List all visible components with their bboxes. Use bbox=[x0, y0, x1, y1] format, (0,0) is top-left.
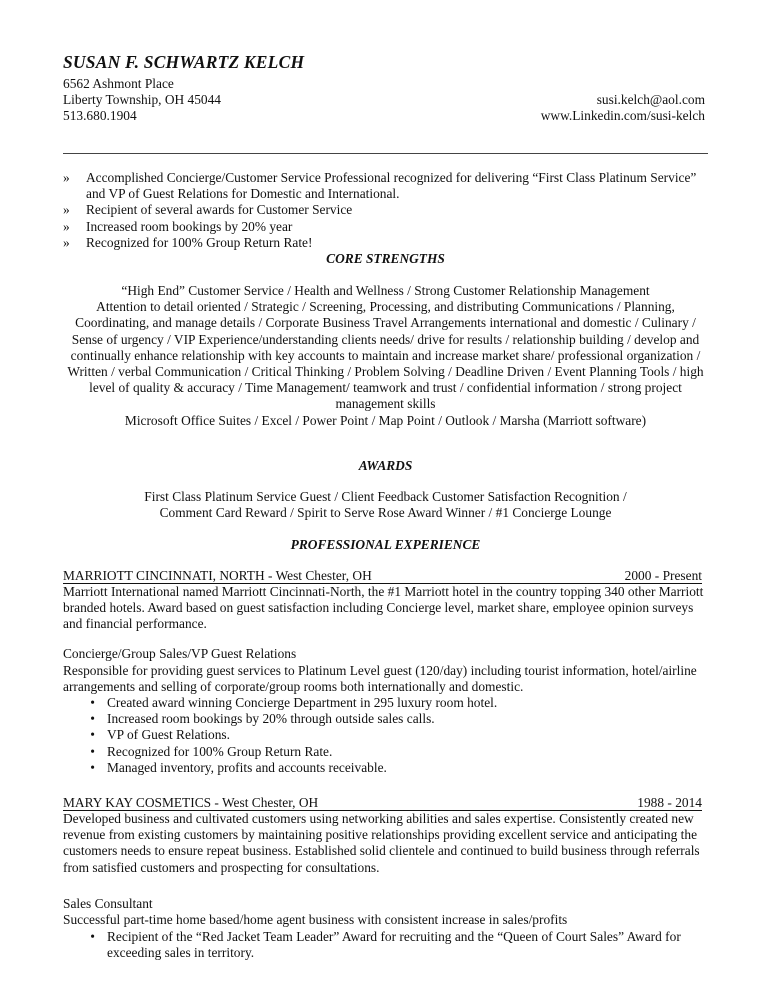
job-description: Developed business and cultivated customers using networking abilities and sales expertise. Consistently created new revenue from existing customers by maintaining positive relationships providing excellent service and anticipating the customers needs to ensure repeat business. Established solid clientele and continued to build business through referrals from satisfied customers and prospecting for consultations. bbox=[63, 811, 700, 875]
list-item: • Created award winning Concierge Department in 295 luxury room hotel. bbox=[63, 695, 708, 711]
job-bullets bbox=[63, 929, 708, 961]
experience-title: PROFESSIONAL EXPERIENCE bbox=[290, 537, 481, 552]
job-bullets bbox=[63, 695, 708, 776]
bullet-icon: • bbox=[90, 743, 95, 759]
list-item: • VP of Guest Relations. bbox=[63, 727, 708, 743]
role-description: Successful part-time home based/home agent business with consistent increase in sales/profits bbox=[63, 912, 568, 927]
summary-item: » Accomplished Concierge/Customer Service Professional recognized for delivering “First Class Platinum Service” and VP of Guest Relations for Domestic and International. bbox=[63, 170, 697, 202]
bullet-icon: • bbox=[90, 929, 95, 944]
list-item: • Increased room bookings by 20% through outside sales calls. bbox=[63, 711, 708, 727]
employer-name: MARRIOTT CINCINNATI, NORTH - West Chester, OH bbox=[63, 568, 372, 583]
employment-dates: 1988 - 2014 bbox=[637, 795, 702, 810]
candidate-name: SUSAN F. SCHWARTZ KELCH bbox=[63, 52, 305, 72]
bullet-icon: • bbox=[90, 711, 95, 727]
role-description: Responsible for providing guest services to Platinum Level guest (120/day) including tourist information, hotel/airline arrangements and selling of corporate/group rooms both internationally and domestic. bbox=[63, 663, 697, 695]
core-strengths-line: Written / verbal Communication / Critical Thinking / Problem Solving / Deadline Driven / Event Planning Tools / high level of quality & accuracy / Time Management/ teamwork and trust / confidential information / strong project management skills bbox=[67, 364, 704, 412]
address-line-2: Liberty Township, OH 45044 bbox=[63, 92, 222, 108]
role-title: Concierge/Group Sales/VP Guest Relations bbox=[63, 646, 297, 661]
list-item: • Recognized for 100% Group Return Rate. bbox=[63, 744, 708, 760]
summary-item: » Recipient of several awards for Customer Service bbox=[63, 202, 353, 218]
summary-marker-icon: » bbox=[63, 202, 70, 218]
job-header bbox=[63, 568, 702, 584]
bullet-icon: • bbox=[90, 759, 95, 775]
job-description: Marriott International named Marriott Cincinnati-North, the #1 Marriott hotel in the country topping 340 other Marriott branded hotels. Award based on guest satisfaction including Concierge level, market share, employee opinion surveys and financial performance. bbox=[63, 584, 704, 632]
awards-line: Comment Card Reward / Spirit to Serve Rose Award Winner / #1 Concierge Lounge bbox=[159, 505, 612, 521]
employment-dates: 2000 - Present bbox=[624, 568, 702, 583]
awards-body bbox=[63, 489, 708, 521]
bullet-icon: • bbox=[90, 727, 95, 743]
role-title: Sales Consultant bbox=[63, 896, 153, 911]
bullet-icon: • bbox=[90, 695, 95, 710]
core-strengths-line: Microsoft Office Suites / Excel / Power Point / Map Point / Outlook / Marsha (Marriott software) bbox=[124, 412, 647, 428]
employer-name: MARY KAY COSMETICS - West Chester, OH bbox=[63, 795, 319, 810]
summary-marker-icon: » bbox=[63, 170, 70, 185]
summary-marker-icon: » bbox=[63, 234, 70, 250]
phone-number: 513.680.1904 bbox=[63, 108, 137, 124]
address-line-1: 6562 Ashmont Place bbox=[63, 76, 174, 91]
contact-left bbox=[63, 76, 221, 125]
core-strengths-line: Attention to detail oriented / Strategic / Screening, Processing, and distributing Communications / Planning, Coordinating, and manage details / Corporate Business Travel Arrangements international and domestic / Culinary / Sense of urgency / VIP Experience/understanding clients needs/ drive for results / relationship building / develop and continually enhance relationship with key accounts to maintain and increase market share/ professional organization / bbox=[70, 299, 701, 363]
email-address: susi.kelch@aol.com bbox=[596, 92, 705, 107]
summary-item: » Increased room bookings by 20% year bbox=[63, 218, 293, 234]
awards-line: First Class Platinum Service Guest / Client Feedback Customer Satisfaction Recognition / bbox=[144, 489, 627, 504]
header-divider bbox=[63, 153, 708, 154]
core-strengths-line: “High End” Customer Service / Health and Wellness / Strong Customer Relationship Management bbox=[121, 283, 650, 298]
awards-title: AWARDS bbox=[358, 458, 413, 473]
summary-item: » Recognized for 100% Group Return Rate! bbox=[63, 234, 313, 250]
linkedin-url: www.Linkedin.com/susi-kelch bbox=[540, 108, 705, 124]
core-strengths-body bbox=[63, 283, 708, 429]
core-strengths-title: CORE STRENGTHS bbox=[326, 251, 445, 266]
contact-right bbox=[541, 92, 705, 124]
summary-list bbox=[63, 170, 708, 251]
summary-marker-icon: » bbox=[63, 218, 70, 234]
list-item: • Managed inventory, profits and accounts receivable. bbox=[63, 760, 708, 776]
job-header bbox=[63, 795, 702, 811]
list-item: • Recipient of the “Red Jacket Team Leader” Award for recruiting and the “Queen of Court Sales” Award for exceeding sales in territory. bbox=[63, 929, 708, 961]
